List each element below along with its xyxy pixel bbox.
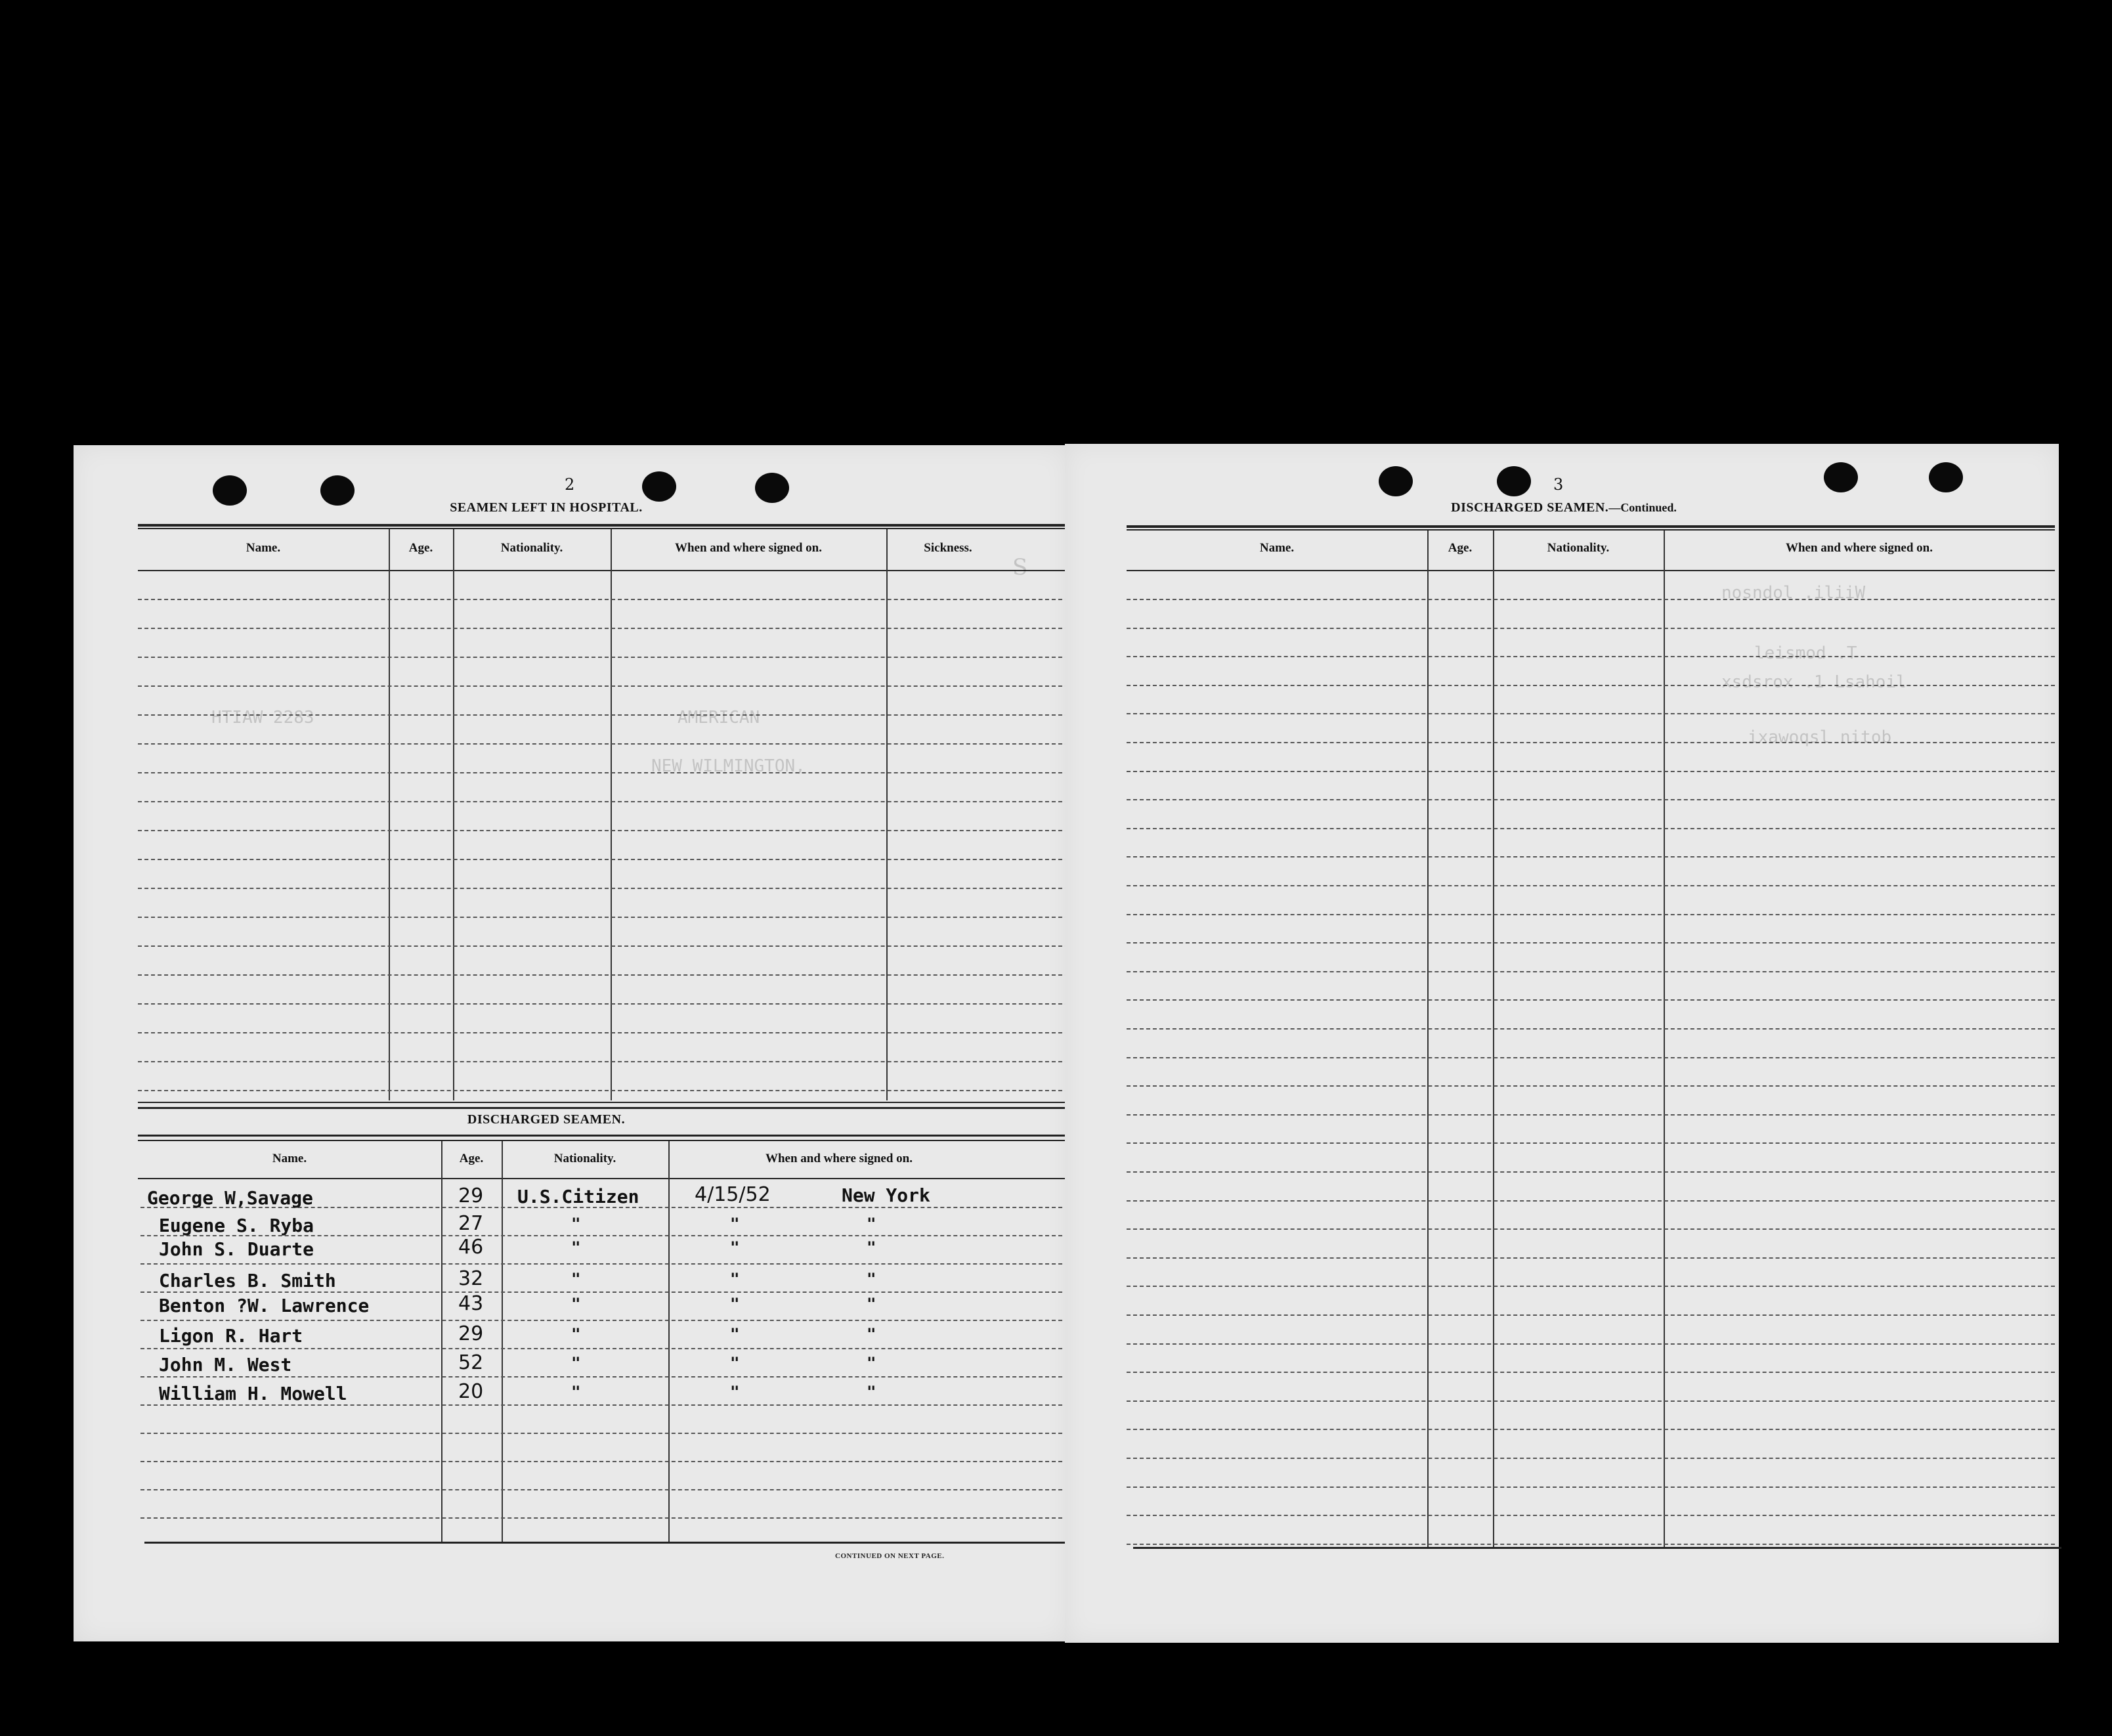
table-top-rule [1127, 529, 2055, 531]
ditto-mark: " [867, 1295, 876, 1313]
ruled-line [1127, 1057, 2055, 1058]
seaman-age: 27 [458, 1212, 484, 1235]
seaman-name: Benton ?W. Lawrence [159, 1295, 370, 1316]
punch-hole-icon [1824, 462, 1858, 492]
table-top-rule [138, 528, 1075, 529]
seaman-name: William H. Mowell [159, 1383, 347, 1404]
column-divider [389, 529, 390, 1100]
bleed-through-text: S [1012, 554, 1028, 580]
ruled-line [1127, 713, 2055, 714]
punch-hole-icon [1379, 466, 1413, 496]
ruled-line [138, 628, 1075, 629]
header-rule [138, 1178, 1075, 1179]
bleed-through-text: nosndol .iliiW [1721, 583, 1866, 603]
column-header: Nationality. [553, 1152, 616, 1165]
ditto-mark: " [730, 1354, 740, 1372]
punch-hole-icon [320, 475, 355, 506]
column-header: Nationality. [500, 541, 563, 555]
ditto-mark: " [571, 1354, 581, 1372]
seaman-age: 29 [458, 1322, 484, 1345]
bleed-through-text: leismod .T [1754, 643, 1857, 663]
table-top-rule [138, 1135, 1075, 1137]
ruled-line [1127, 971, 2055, 972]
column-header: Name. [272, 1152, 307, 1165]
column-divider [502, 1141, 503, 1542]
ruled-line [1127, 1228, 2055, 1230]
ruled-line [138, 657, 1075, 658]
column-header: Name. [1259, 541, 1295, 555]
continued-note: CONTINUED ON NEXT PAGE. [835, 1552, 945, 1560]
punch-hole-icon [1929, 462, 1963, 492]
seaman-name: John M. West [159, 1354, 292, 1376]
page-number: 3 [1553, 475, 1564, 494]
left-page [74, 445, 1069, 1641]
ruled-line [1127, 1085, 2055, 1087]
ruled-line [138, 945, 1075, 947]
table-bottom-rule [1133, 1547, 2061, 1549]
seaman-nationality: U.S.Citizen [517, 1186, 639, 1207]
ruled-line [138, 830, 1075, 831]
seaman-age: 32 [458, 1267, 484, 1290]
ruled-line [138, 974, 1075, 976]
column-divider [886, 529, 888, 1100]
ditto-mark: " [571, 1238, 581, 1257]
ditto-mark: " [867, 1383, 876, 1401]
ruled-line [1127, 1515, 2055, 1516]
column-divider [611, 529, 612, 1100]
signed-on-place: New York [842, 1184, 930, 1206]
table-top-rule [138, 1140, 1075, 1141]
ruled-line [140, 1489, 1075, 1490]
ruled-line [1127, 1028, 2055, 1030]
section-title: DISCHARGED SEAMEN. [1451, 500, 1609, 515]
header-rule [138, 570, 1075, 571]
ruled-line [140, 1461, 1075, 1462]
column-header: When and where signed on. [1785, 541, 1933, 555]
ruled-line [1127, 799, 2055, 800]
column-header: Sickness. [924, 541, 972, 555]
seaman-age: 52 [458, 1351, 484, 1374]
discharged-continued-title [1354, 500, 1774, 515]
punch-hole-icon [213, 475, 247, 506]
ruled-line [138, 1003, 1075, 1005]
column-header: Age. [408, 541, 433, 555]
seaman-name: Ligon R. Hart [159, 1325, 303, 1347]
ditto-mark: " [730, 1383, 740, 1401]
ditto-mark: " [867, 1325, 876, 1343]
ruled-line [1127, 1400, 2055, 1402]
discharged-section-title: DISCHARGED SEAMEN. [467, 1112, 626, 1127]
section-rule [138, 1102, 1075, 1103]
ruled-line [140, 1404, 1075, 1406]
bleed-through-text: NEW WILMINGTON, [651, 756, 806, 776]
ruled-line [138, 599, 1075, 600]
page-number: 2 [565, 475, 575, 494]
ruled-line [1127, 1429, 2055, 1430]
ditto-mark: " [571, 1215, 581, 1233]
ruled-line [1127, 1286, 2055, 1287]
bleed-through-text: AMERICAN [678, 708, 760, 727]
column-divider [668, 1141, 670, 1542]
seaman-name: George W,Savage [147, 1187, 313, 1209]
ruled-line [138, 685, 1075, 687]
ruled-line [1127, 1314, 2055, 1316]
ruled-line [138, 1032, 1075, 1033]
ditto-mark: " [571, 1383, 581, 1401]
table-top-rule [138, 524, 1075, 527]
ditto-mark: " [867, 1215, 876, 1233]
ruled-line [138, 743, 1075, 745]
ditto-mark: " [571, 1325, 581, 1343]
ruled-line [140, 1433, 1075, 1434]
seaman-age: 29 [458, 1184, 484, 1207]
signed-on-date: 4/15/52 [695, 1183, 771, 1206]
ruled-line [1127, 628, 2055, 629]
column-header: Age. [1448, 541, 1473, 555]
ditto-mark: " [867, 1270, 876, 1288]
ruled-line [1127, 942, 2055, 944]
ruled-line [1127, 1142, 2055, 1144]
bleed-through-text: xsdsrox .1 Lsahoil [1721, 672, 1907, 692]
right-page [1065, 444, 2059, 1643]
ditto-mark: " [867, 1238, 876, 1257]
ruled-line [1127, 1544, 2055, 1545]
column-divider [1493, 531, 1494, 1547]
ditto-mark: " [571, 1295, 581, 1313]
ditto-mark: " [730, 1270, 740, 1288]
ruled-line [1127, 1372, 2055, 1373]
ruled-line [138, 859, 1075, 860]
ruled-line [140, 1517, 1075, 1519]
ruled-line [138, 772, 1075, 773]
ruled-line [1127, 856, 2055, 857]
ruled-line [1127, 771, 2055, 772]
bleed-through-text: HTIAW 2283 [211, 708, 314, 727]
column-divider [1664, 531, 1665, 1547]
ruled-line [138, 888, 1075, 889]
ruled-line [138, 1090, 1075, 1091]
section-title-suffix: —Continued. [1608, 501, 1677, 514]
ditto-mark: " [571, 1270, 581, 1288]
seaman-name: Eugene S. Ryba [159, 1215, 314, 1236]
section-rule [138, 1107, 1075, 1109]
ruled-line [138, 1061, 1075, 1062]
ruled-line [138, 917, 1075, 918]
ruled-line [140, 1376, 1075, 1378]
table-top-rule [1127, 525, 2055, 528]
ruled-line [1127, 999, 2055, 1001]
ruled-line [140, 1291, 1075, 1293]
ditto-mark: " [867, 1354, 876, 1372]
ruled-line [1127, 1458, 2055, 1459]
punch-hole-icon [755, 473, 789, 503]
ruled-line [1127, 742, 2055, 743]
column-divider [453, 529, 454, 1100]
ruled-line [1127, 1200, 2055, 1202]
ditto-mark: " [730, 1295, 740, 1313]
bleed-through-text: ixawoqsl nitob [1748, 727, 1892, 747]
column-header: Age. [459, 1152, 484, 1165]
ruled-line [1127, 685, 2055, 686]
seaman-age: 46 [458, 1236, 484, 1259]
hospital-section-title: SEAMEN LEFT IN HOSPITAL. [450, 500, 643, 515]
ruled-line [140, 1320, 1075, 1321]
ruled-line [1127, 1343, 2055, 1345]
ruled-line [1127, 1114, 2055, 1116]
seaman-age: 20 [458, 1380, 484, 1403]
ruled-line [1127, 828, 2055, 829]
seaman-name: Charles B. Smith [159, 1270, 336, 1291]
column-header: When and where signed on. [765, 1152, 913, 1165]
column-header: Nationality. [1547, 541, 1610, 555]
seaman-age: 43 [458, 1292, 484, 1315]
ruled-line [1127, 1257, 2055, 1259]
ruled-line [1127, 914, 2055, 915]
table-bottom-rule [144, 1542, 1082, 1544]
column-divider [441, 1141, 442, 1542]
ruled-line [140, 1263, 1075, 1265]
ditto-mark: " [730, 1325, 740, 1343]
column-header: Name. [246, 541, 281, 555]
seaman-name: John S. Duarte [159, 1238, 314, 1260]
column-divider [1427, 531, 1429, 1547]
column-header: When and where signed on. [674, 541, 822, 555]
punch-hole-icon [642, 471, 676, 502]
ruled-line [1127, 885, 2055, 886]
punch-hole-icon [1497, 466, 1531, 496]
ruled-line [1127, 1171, 2055, 1173]
header-rule [1127, 570, 2055, 571]
ruled-line [1127, 656, 2055, 657]
ditto-mark: " [730, 1215, 740, 1233]
ditto-mark: " [730, 1238, 740, 1257]
ruled-line [1127, 599, 2055, 600]
ruled-line [138, 801, 1075, 802]
ruled-line [140, 1348, 1075, 1349]
ruled-line [1127, 1486, 2055, 1488]
